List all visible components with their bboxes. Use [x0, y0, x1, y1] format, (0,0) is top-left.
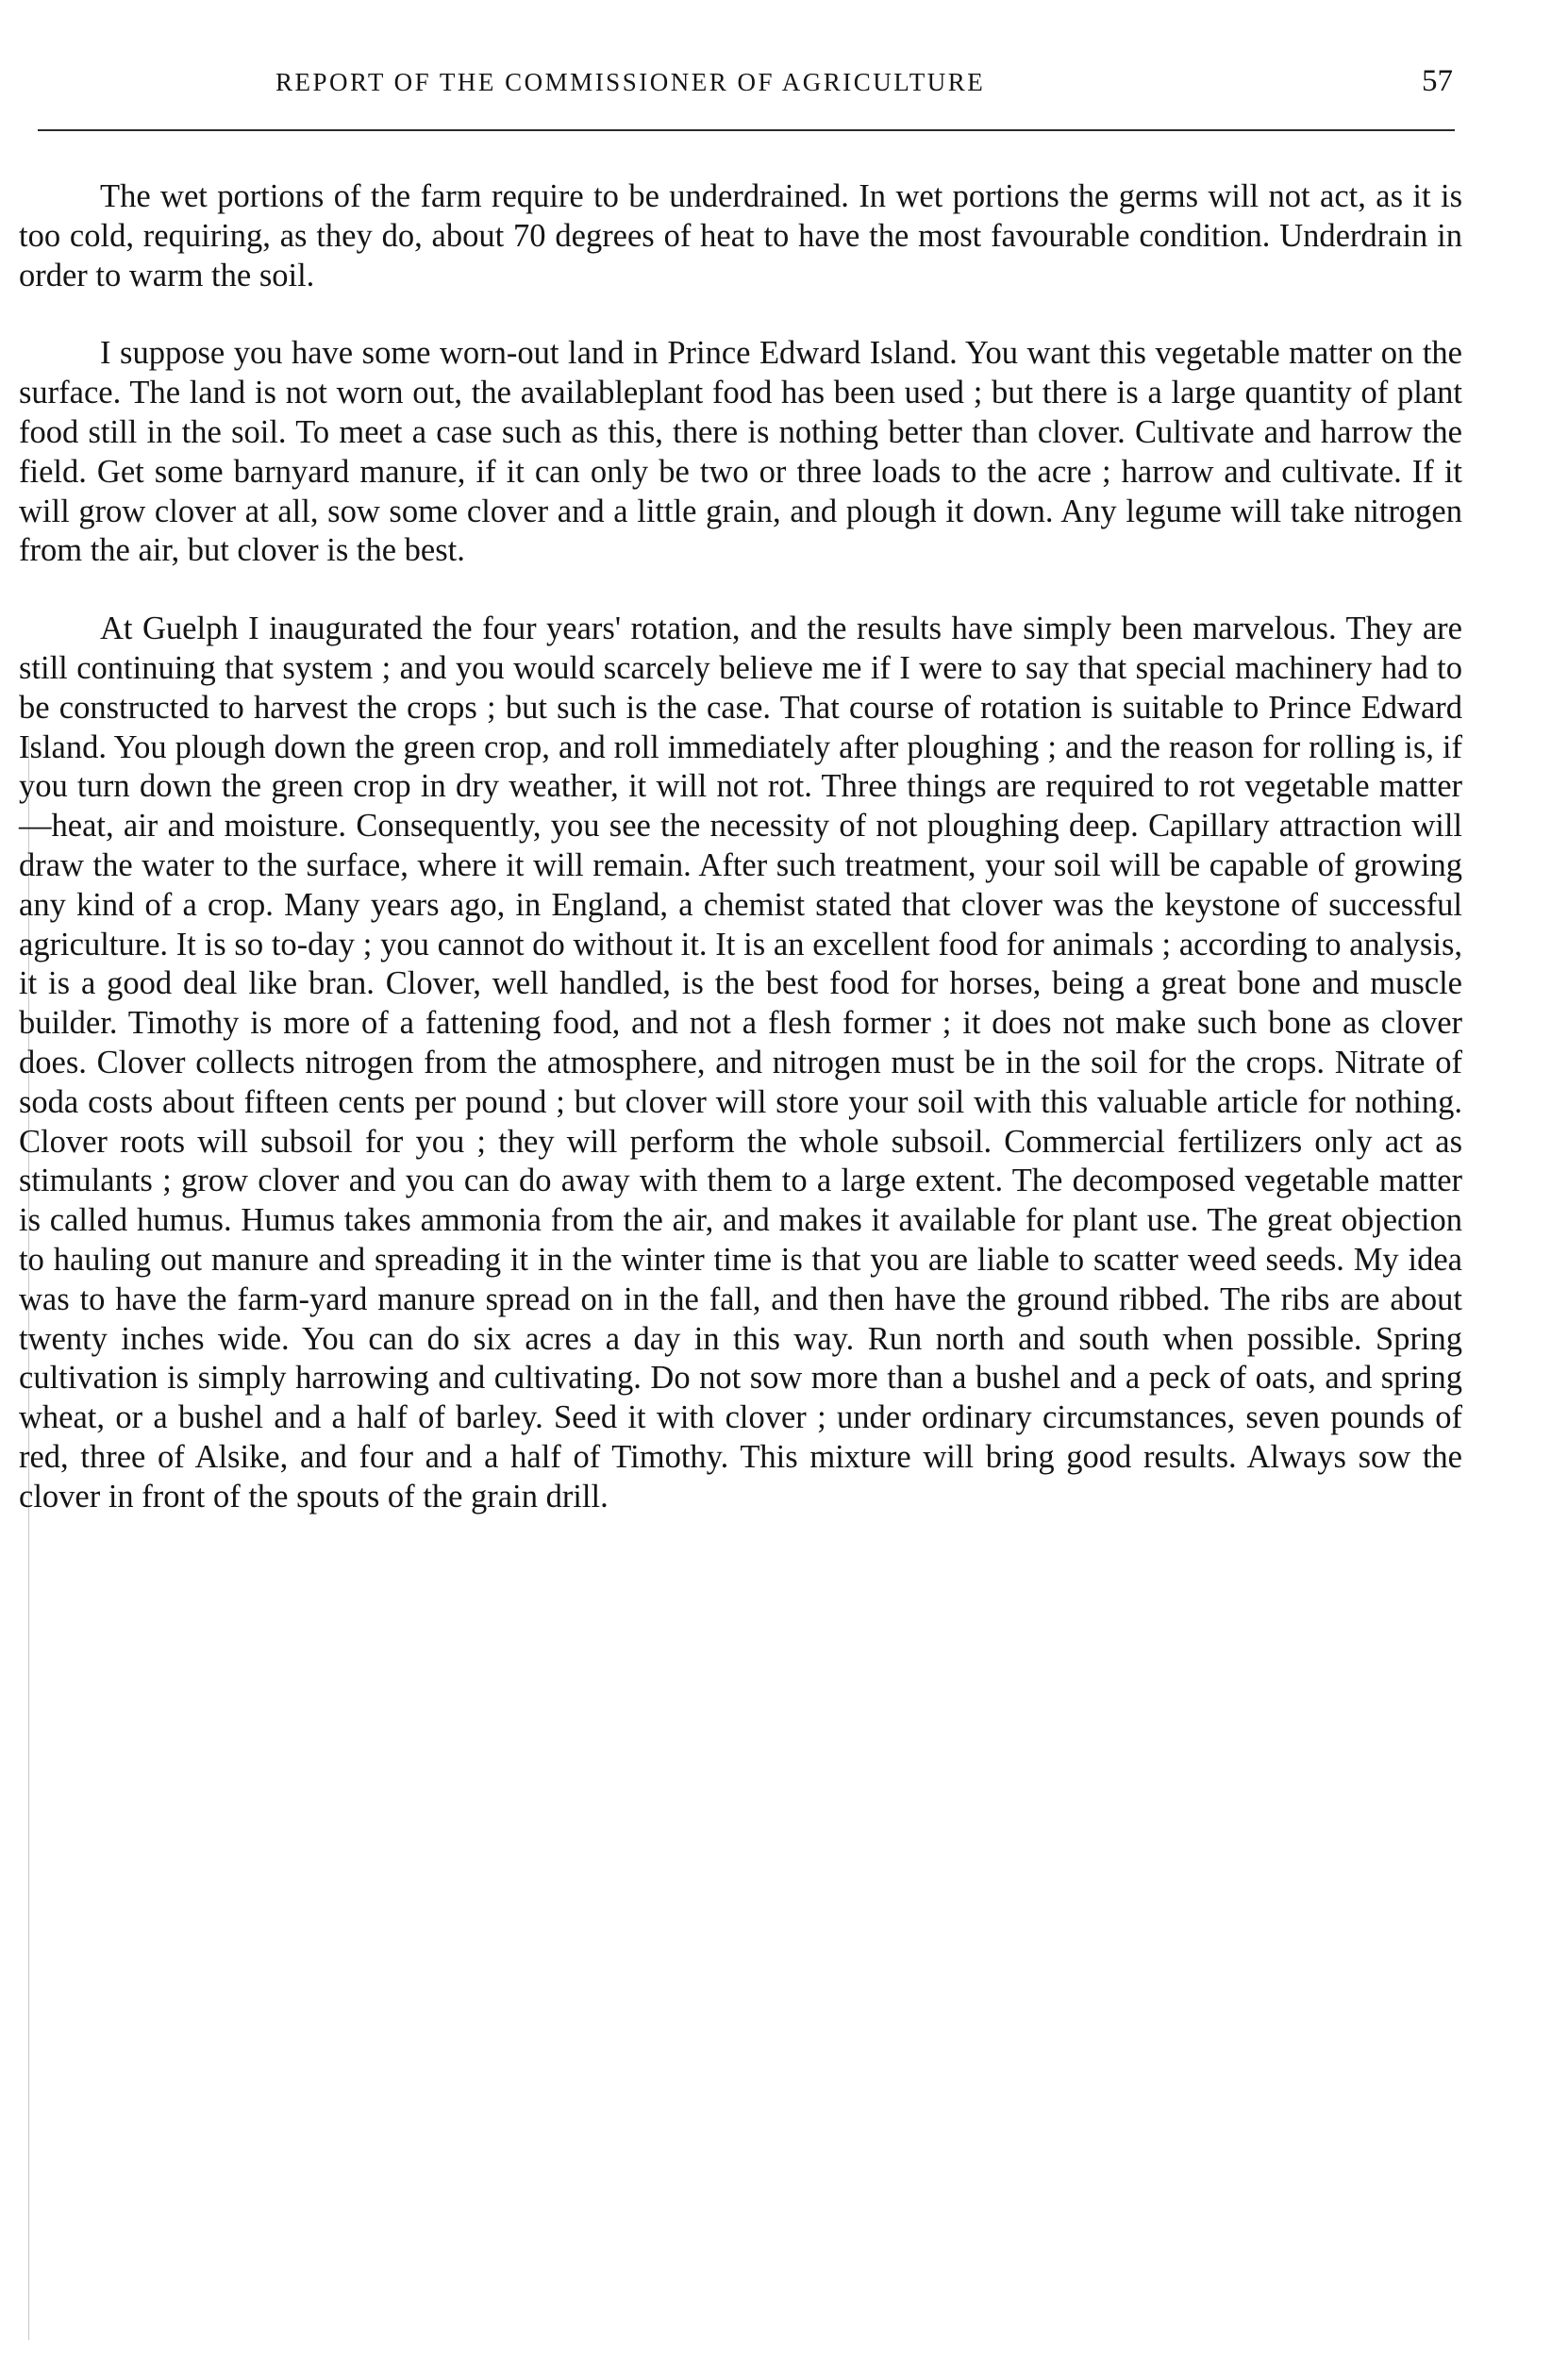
page-header: [38, 59, 1453, 115]
running-title: REPORT OF THE COMMISSIONER OF AGRICULTURE: [275, 68, 986, 96]
paragraph-rotation: At Guelph I inaugurated the four years' rotation, and the results have simply been marvelous. They are still continuing that system ; and you would scarcely believe me if I were to say that special machinery had to be constructed to harvest the crops ; but such is the case. That course of rotation is suitable to Prince Edward Island. You plough down the green crop, and roll immediately after ploughing ; and the reason for rolling is, if you turn down the green crop in dry weather, it will not rot. Three things are required to rot vegetable matter—heat, air and moisture. Consequently, you see the necessity of not ploughing deep. Capillary attraction will draw the water to the surface, where it will remain. After such treatment, your soil will be capable of growing any kind of a crop. Many years ago, in England, a chemist stated that clover was the keystone of successful agriculture. It is so to-day ; you cannot do without it. It is an excellent food for animals ; according to analysis, it is a good deal like bran. Clover, well handled, is the best food for horses, being a great bone and muscle builder. Timothy is more of a fattening food, and not a flesh former ; it does not make such bone as clover does. Clover collects nitrogen from the atmosphere, and nitrogen must be in the soil for the crops. Nitrate of soda costs about fifteen cents per pound ; but clover will store your soil with this valuable article for nothing. Clover roots will subsoil for you ; they will perform the whole subsoil. Commercial fertilizers only act as stimulants ; grow clover and you can do away with them to a large extent. The decomposed vegetable matter is called humus. Humus takes ammonia from the air, and makes it available for plant use. The great objection to hauling out manure and spreading it in the winter time is that you are liable to scatter weed seeds. My idea was to have the farm-yard manure spread on in the fall, and then have the ground ribbed. The ribs are about twenty inches wide. You can do six acres a day in this way. Run north and south when possible. Spring cultivation is simply harrowing and cultivating. Do not sow more than a bushel and a peck of oats, and spring wheat, or a bushel and a half of barley. Seed it with clover ; under ordinary circumstances, seven pounds of red, three of Alsike, and four and a half of Timothy. This mixture will bring good results. Always sow the clover in front of the spouts of the grain drill.: [19, 611, 1462, 1515]
header-rule: [38, 129, 1455, 131]
paragraph-underdrain: The wet portions of the farm require to be underdrained. In wet portions the germs will not act, as it is too cold, requiring, as they do, about 70 degrees of heat to have the most favourable condition. Underdrain in order to warm the soil.: [19, 178, 1462, 293]
page-number: 57: [1422, 64, 1453, 98]
body-text: [19, 177, 1462, 1517]
paragraph-worn-out-land: I suppose you have some worn-out land in Prince Edward Island. You want this vegetable matter on the surface. The land is not worn out, the availableplant food has been used ; but there is a large quantity of plant food still in the soil. To meet a case such as this, there is nothing better than clover. Cultivate and harrow the field. Get some barnyard manure, if it can only be two or three loads to the acre ; harrow and cultivate. If it will grow clover at all, sow some clover and a little grain, and plough it down. Any legume will take nitrogen from the air, but clover is the best.: [19, 335, 1462, 569]
